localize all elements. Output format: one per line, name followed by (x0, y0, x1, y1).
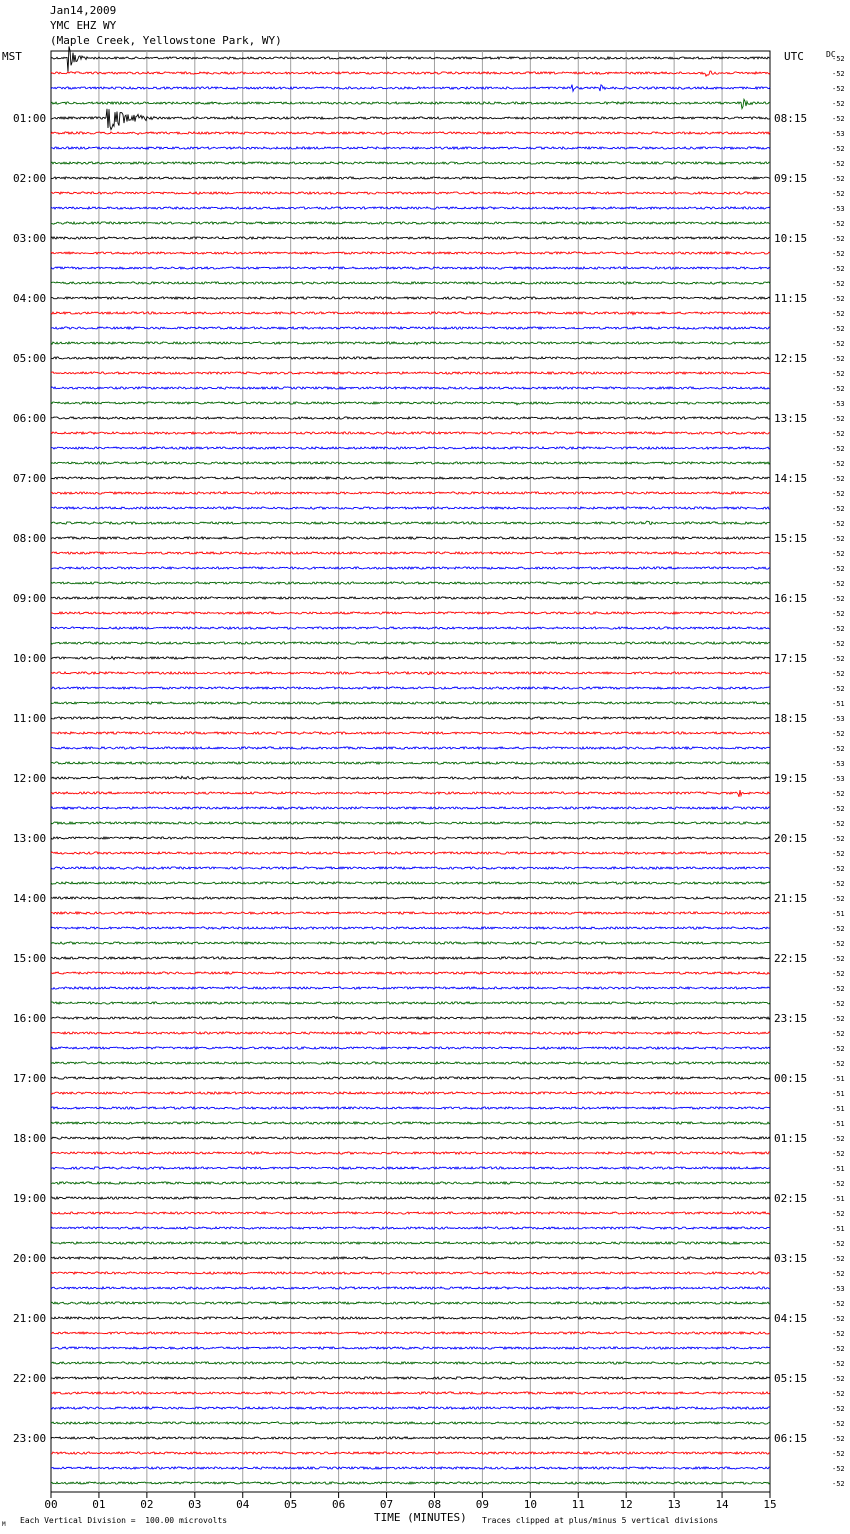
dc-offset-label: -52 (832, 85, 845, 93)
dc-offset-label: -52 (832, 475, 845, 483)
trace-23 (51, 402, 770, 405)
trace-76 (51, 1197, 770, 1199)
header-station: YMC EHZ WY (50, 19, 117, 32)
dc-offset-label: -52 (832, 610, 845, 618)
utc-hour-label: 19:15 (774, 772, 808, 785)
trace-3 (51, 99, 770, 108)
dc-offset-label: -52 (832, 310, 845, 318)
dc-offset-label: -51 (832, 1165, 845, 1173)
dc-offset-label: -52 (832, 985, 845, 993)
dc-offset-label: -52 (832, 145, 845, 153)
dc-offset-label: -52 (832, 280, 845, 288)
x-tick-label: 12 (619, 1498, 633, 1511)
dc-offset-label: -52 (832, 295, 845, 303)
trace-72 (51, 1137, 770, 1139)
header-date: Jan14,2009 (50, 4, 117, 17)
trace-43 (51, 702, 770, 704)
dc-offset-label: -52 (832, 1240, 845, 1248)
mst-hour-label: 20:00 (13, 1252, 47, 1265)
dc-offset-label: -52 (832, 1480, 845, 1488)
x-tick-label: 04 (236, 1498, 250, 1511)
trace-84 (51, 1317, 770, 1319)
utc-hour-label: 18:15 (774, 712, 808, 725)
dc-offset-label: -52 (832, 880, 845, 888)
trace-17 (51, 312, 770, 315)
dc-offset-label: -53 (832, 775, 845, 783)
trace-66 (51, 1047, 770, 1049)
trace-65 (51, 1032, 770, 1035)
dc-offset-label: -52 (832, 1420, 845, 1428)
trace-39 (51, 642, 770, 644)
trace-71 (51, 1122, 770, 1124)
trace-62 (51, 987, 770, 989)
dc-offset-label: -51 (832, 1075, 845, 1083)
x-tick-label: 01 (92, 1498, 106, 1511)
dc-offset-label: -52 (832, 655, 845, 663)
trace-73 (51, 1152, 770, 1154)
trace-34 (51, 567, 770, 569)
x-tick-label: 10 (523, 1498, 537, 1511)
dc-offset-label: -52 (832, 1210, 845, 1218)
trace-58 (51, 927, 770, 929)
mst-hour-label: 21:00 (13, 1312, 47, 1325)
dc-offset-label: -52 (832, 370, 845, 378)
trace-51 (51, 822, 770, 824)
dc-offset-label: -53 (832, 1285, 845, 1293)
trace-26 (51, 447, 770, 449)
trace-49 (51, 790, 770, 797)
utc-hour-label: 01:15 (774, 1132, 808, 1145)
trace-56 (51, 897, 770, 899)
utc-hour-label: 20:15 (774, 832, 808, 845)
dc-offset-label: -53 (832, 205, 845, 213)
trace-9 (51, 192, 770, 194)
utc-hour-label: 15:15 (774, 532, 808, 545)
trace-94 (51, 1467, 770, 1469)
dc-offset-label: -52 (832, 1030, 845, 1038)
trace-40 (51, 657, 770, 660)
dc-offset-label: -52 (832, 1000, 845, 1008)
left-timezone-label: MST (2, 50, 22, 63)
trace-42 (51, 687, 770, 689)
dc-offset-label: -51 (832, 1120, 845, 1128)
trace-54 (51, 867, 770, 869)
trace-50 (51, 807, 770, 809)
dc-offset-label: -51 (832, 910, 845, 918)
mst-hour-label: 15:00 (13, 952, 47, 965)
trace-63 (51, 1002, 770, 1004)
dc-offset-label: -52 (832, 835, 845, 843)
utc-hour-label: 21:15 (774, 892, 808, 905)
trace-59 (51, 942, 770, 944)
mst-hour-label: 19:00 (13, 1192, 47, 1205)
dc-offset-label: -52 (832, 895, 845, 903)
trace-38 (51, 627, 770, 629)
dc-offset-label: -52 (832, 115, 845, 123)
dc-offset-label: -52 (832, 415, 845, 423)
mst-hour-label: 08:00 (13, 532, 47, 545)
dc-offset-label: -52 (832, 1345, 845, 1353)
dc-offset-label: -53 (832, 715, 845, 723)
utc-hour-label: 03:15 (774, 1252, 808, 1265)
dc-offset-label: -52 (832, 1360, 845, 1368)
dc-offset-label: -52 (832, 865, 845, 873)
utc-hour-label: 12:15 (774, 352, 808, 365)
trace-19 (51, 342, 770, 345)
trace-90 (51, 1407, 770, 1409)
trace-78 (51, 1227, 770, 1229)
trace-91 (51, 1422, 770, 1424)
scale-note: Each Vertical Division = 100.00 microvolts (20, 1516, 228, 1525)
dc-offset-label: -52 (832, 685, 845, 693)
dc-offset-label: -52 (832, 1180, 845, 1188)
trace-57 (51, 912, 770, 914)
dc-offset-label: -52 (832, 385, 845, 393)
utc-hour-label: 00:15 (774, 1072, 808, 1085)
dc-offset-label: -52 (832, 460, 845, 468)
trace-70 (51, 1107, 770, 1109)
trace-77 (51, 1212, 770, 1214)
trace-79 (51, 1242, 770, 1244)
utc-hour-label: 22:15 (774, 952, 808, 965)
trace-85 (51, 1332, 770, 1334)
dc-offset-label: -52 (832, 730, 845, 738)
dc-offset-label: -52 (832, 790, 845, 798)
dc-offset-label: -52 (832, 805, 845, 813)
dc-offset-label: -52 (832, 745, 845, 753)
trace-67 (51, 1062, 770, 1064)
x-axis-label: TIME (MINUTES) (374, 1511, 467, 1524)
clip-note: Traces clipped at plus/minus 5 vertical divisions (482, 1516, 719, 1525)
trace-45 (51, 732, 770, 734)
dc-offset-label: -52 (832, 340, 845, 348)
trace-15 (51, 282, 770, 284)
x-tick-label: 09 (475, 1498, 490, 1511)
utc-hour-label: 11:15 (774, 292, 808, 305)
mst-hour-label: 06:00 (13, 412, 47, 425)
mst-hour-label: 01:00 (13, 112, 47, 125)
trace-16 (51, 297, 770, 299)
trace-48 (51, 776, 770, 779)
dc-offset-label: -52 (832, 1330, 845, 1338)
x-tick-label: 07 (379, 1498, 394, 1511)
dc-offset-label: -51 (832, 700, 845, 708)
mst-hour-label: 11:00 (13, 712, 47, 725)
trace-41 (51, 672, 770, 675)
trace-92 (51, 1437, 770, 1439)
trace-61 (51, 972, 770, 974)
trace-52 (51, 837, 770, 839)
dc-offset-label: -52 (832, 940, 845, 948)
trace-95 (51, 1482, 770, 1484)
trace-80 (51, 1257, 770, 1259)
dc-offset-label: -52 (832, 250, 845, 258)
mst-hour-label: 04:00 (13, 292, 47, 305)
right-timezone-label: UTC (784, 50, 804, 63)
dc-offset-label: -52 (832, 535, 845, 543)
utc-hour-label: 09:15 (774, 172, 808, 185)
utc-hour-label: 10:15 (774, 232, 808, 245)
dc-offset-label: -52 (832, 70, 845, 78)
utc-hour-label: 23:15 (774, 1012, 808, 1025)
utc-hour-label: 02:15 (774, 1192, 808, 1205)
trace-86 (51, 1347, 770, 1349)
utc-hour-label: 17:15 (774, 652, 808, 665)
trace-93 (51, 1452, 770, 1454)
utc-hour-label: 16:15 (774, 592, 808, 605)
trace-83 (51, 1302, 770, 1304)
x-tick-label: 13 (667, 1498, 681, 1511)
trace-46 (51, 747, 770, 749)
utc-hour-label: 05:15 (774, 1372, 808, 1385)
trace-24 (51, 417, 770, 419)
trace-20 (51, 357, 770, 359)
trace-44 (51, 717, 770, 719)
trace-31 (51, 521, 770, 525)
trace-27 (51, 462, 770, 464)
trace-60 (51, 957, 770, 959)
dc-offset-label: -52 (832, 970, 845, 978)
dc-offset-label: -52 (832, 1435, 845, 1443)
dc-offset-label: -52 (832, 1405, 845, 1413)
dc-offset-label: -52 (832, 1150, 845, 1158)
dc-offset-label: -52 (832, 1060, 845, 1068)
utc-hour-label: 06:15 (774, 1432, 808, 1445)
dc-offset-label: -52 (832, 520, 845, 528)
x-tick-label: 02 (140, 1498, 154, 1511)
dc-offset-label: -52 (832, 445, 845, 453)
trace-32 (51, 537, 770, 539)
dc-offset-label: -53 (832, 130, 845, 138)
dc-offset-label: -51 (832, 1090, 845, 1098)
x-tick-label: 03 (188, 1498, 202, 1511)
mst-hour-label: 18:00 (13, 1132, 47, 1145)
x-tick-label: 06 (331, 1498, 346, 1511)
dc-offset-label: -52 (832, 490, 845, 498)
trace-89 (51, 1392, 770, 1394)
trace-88 (51, 1377, 770, 1379)
trace-2 (51, 85, 770, 92)
trace-69 (51, 1092, 770, 1094)
trace-75 (51, 1182, 770, 1184)
mst-hour-label: 16:00 (13, 1012, 47, 1025)
x-tick-label: 14 (715, 1498, 729, 1511)
dc-offset-label: -52 (832, 100, 845, 108)
dc-offset-label: -52 (832, 595, 845, 603)
utc-hour-label: 08:15 (774, 112, 808, 125)
trace-33 (51, 552, 770, 554)
trace-14 (51, 267, 770, 269)
dc-offset-label: -52 (832, 55, 845, 63)
dc-offset-label: -52 (832, 1135, 845, 1143)
mst-hour-label: 14:00 (13, 892, 47, 905)
utc-hour-label: 13:15 (774, 412, 808, 425)
dc-offset-label: -52 (832, 640, 845, 648)
dc-offset-label: -51 (832, 1105, 845, 1113)
dc-offset-label: -52 (832, 1390, 845, 1398)
dc-offset-label: -52 (832, 505, 845, 513)
mst-hour-label: 03:00 (13, 232, 47, 245)
dc-offset-label: -52 (832, 670, 845, 678)
dc-offset-label: -51 (832, 1195, 845, 1203)
trace-1 (51, 71, 770, 76)
trace-8 (51, 177, 770, 179)
trace-53 (51, 852, 770, 854)
dc-offset-label: -52 (832, 1375, 845, 1383)
mst-hour-label: 10:00 (13, 652, 47, 665)
dc-offset-label: -52 (832, 190, 845, 198)
trace-47 (51, 762, 770, 764)
dc-offset-label: -52 (832, 1450, 845, 1458)
mst-hour-label: 05:00 (13, 352, 47, 365)
dc-offset-label: -52 (832, 160, 845, 168)
trace-64 (51, 1017, 770, 1020)
utc-hour-label: 04:15 (774, 1312, 808, 1325)
trace-21 (51, 372, 770, 374)
dc-offset-label: -52 (832, 955, 845, 963)
x-tick-label: 08 (427, 1498, 442, 1511)
trace-37 (51, 612, 770, 614)
trace-10 (51, 207, 770, 209)
dc-offset-label: -52 (832, 1045, 845, 1053)
dc-offset-label: -52 (832, 580, 845, 588)
dc-offset-label: -52 (832, 1270, 845, 1278)
x-tick-label: 11 (571, 1498, 585, 1511)
dc-offset-label: -52 (832, 1015, 845, 1023)
utc-hour-label: 14:15 (774, 472, 808, 485)
trace-25 (51, 432, 770, 434)
dc-offset-label: -52 (832, 565, 845, 573)
dc-offset-label: -52 (832, 355, 845, 363)
trace-13 (51, 252, 770, 254)
dc-offset-label: -52 (832, 265, 845, 273)
dc-offset-label: -52 (832, 820, 845, 828)
dc-offset-label: -52 (832, 1255, 845, 1263)
mst-hour-label: 07:00 (13, 472, 47, 485)
dc-offset-label: -52 (832, 1315, 845, 1323)
trace-7 (51, 162, 770, 164)
dc-offset-label: -52 (832, 850, 845, 858)
x-tick-label: 00 (44, 1498, 58, 1511)
trace-30 (51, 507, 770, 509)
x-tick-label: 05 (284, 1498, 298, 1511)
trace-18 (51, 327, 770, 329)
trace-74 (51, 1167, 770, 1169)
dc-offset-label: -52 (832, 625, 845, 633)
trace-4 (51, 109, 770, 130)
trace-82 (51, 1287, 770, 1289)
trace-0 (51, 46, 770, 72)
trace-12 (51, 237, 770, 239)
dc-offset-label: -53 (832, 760, 845, 768)
dc-offset-label: -52 (832, 925, 845, 933)
mst-hour-label: 12:00 (13, 772, 47, 785)
trace-81 (51, 1272, 770, 1274)
dc-offset-label: -52 (832, 325, 845, 333)
trace-68 (51, 1077, 770, 1079)
dc-offset-label: -51 (832, 1225, 845, 1233)
trace-36 (51, 597, 770, 599)
mst-hour-label: 02:00 (13, 172, 47, 185)
trace-28 (51, 477, 770, 479)
dc-offset-label: -53 (832, 400, 845, 408)
x-tick-label: 15 (763, 1498, 777, 1511)
trace-35 (51, 582, 770, 584)
dc-header-label: DC (826, 50, 836, 59)
dc-offset-label: -52 (832, 220, 845, 228)
dc-offset-label: -52 (832, 235, 845, 243)
trace-87 (51, 1362, 770, 1364)
mst-hour-label: 23:00 (13, 1432, 47, 1445)
mst-hour-label: 09:00 (13, 592, 47, 605)
trace-22 (51, 387, 770, 389)
dc-offset-label: -52 (832, 550, 845, 558)
mst-hour-label: 22:00 (13, 1372, 47, 1385)
trace-5 (51, 132, 770, 135)
header-location: (Maple Creek, Yellowstone Park, WY) (50, 34, 282, 47)
trace-29 (51, 492, 770, 494)
dc-offset-label: -52 (832, 430, 845, 438)
dc-offset-label: -52 (832, 1465, 845, 1473)
trace-11 (51, 222, 770, 224)
mst-hour-label: 17:00 (13, 1072, 47, 1085)
dc-offset-label: -52 (832, 1300, 845, 1308)
mst-hour-label: 13:00 (13, 832, 47, 845)
trace-6 (51, 147, 770, 149)
corner-mark: M (2, 1521, 6, 1528)
trace-55 (51, 882, 770, 884)
dc-offset-label: -52 (832, 175, 845, 183)
